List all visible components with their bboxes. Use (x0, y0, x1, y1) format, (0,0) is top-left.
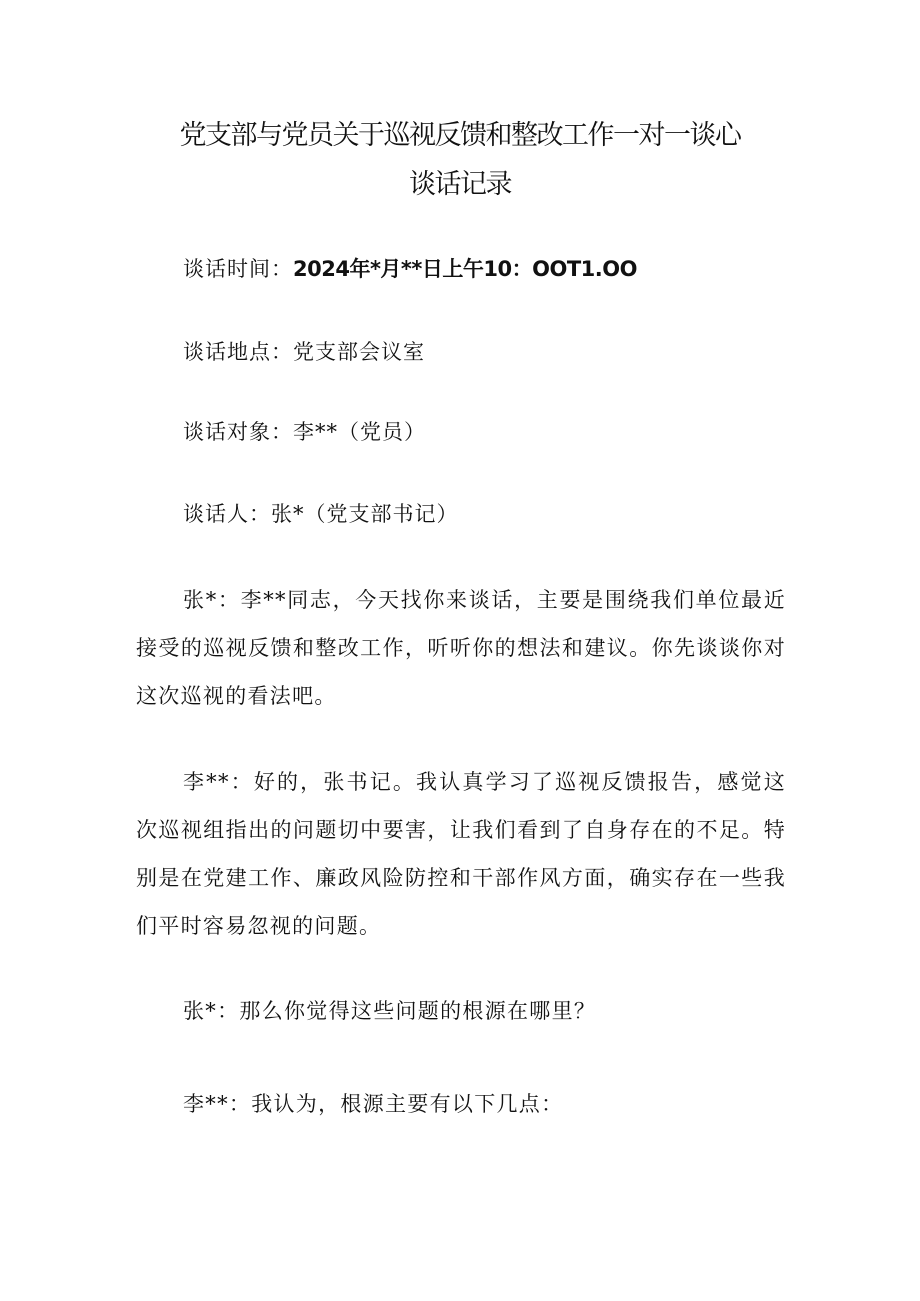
meta-speaker: 谈话人：张*（党支部书记） (183, 502, 459, 526)
dialogue-paragraph: 李**：我认为，根源主要有以下几点： (183, 1092, 564, 1116)
dialogue-paragraph: 张*：李**同志，今天找你来谈话，主要是围绕我们单位最近接受的巡视反馈和整改工作，听听你的想法和建议。你先谈谈你对这次巡视的看法吧。 (136, 588, 786, 708)
meta-place: 谈话地点：党支部会议室 (183, 340, 425, 364)
meta-time-label: 谈话时间： (183, 257, 293, 281)
meta-time (183, 253, 637, 285)
document-title-line1: 党支部与党员关于巡视反馈和整改工作一对一谈心 (179, 120, 741, 151)
meta-time-value: 2024年*月**日上午10：OOT1.OO (293, 257, 637, 281)
dialogue-paragraph: 李**：好的，张书记。我认真学习了巡视反馈报告，感觉这次巡视组指出的问题切中要害，让我们看到了自身存在的不足。特别是在党建工作、廉政风险防控和干部作风方面，确实存在一些我们平时容易忽视的问题。 (136, 770, 786, 938)
dialogue-paragraph: 张*：那么你觉得这些问题的根源在哪里？ (183, 999, 597, 1023)
document-title-line2: 谈话记录 (409, 169, 511, 200)
meta-target: 谈话对象：李**（党员） (183, 420, 426, 444)
